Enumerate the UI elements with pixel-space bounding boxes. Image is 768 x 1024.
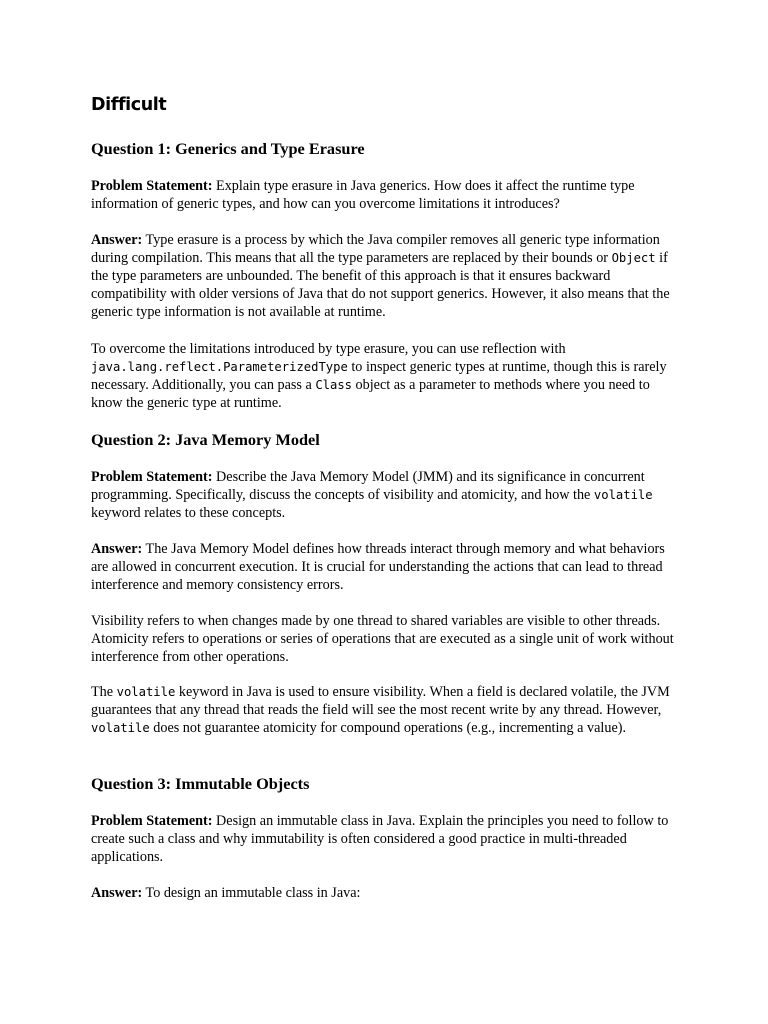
code-parameterized-type: java.lang.reflect.ParameterizedType [91,360,348,375]
paragraph-text: To overcome the limitations introduced by type erasure, you can use reflection with [91,341,566,357]
code-object: Object [611,251,656,266]
paragraph-text: keyword in Java is used to ensure visibility. When a field is declared volatile, the JVM guarantees that any thread that reads the field will see the most recent write by any thread. However, [91,684,670,719]
answer-text: if the type parameters are unbounded. The benefit of this approach is that it ensures backward compatibility with older versions of Java that do not support generics. However, it also means that the generic type information is not available at runtime. [91,250,670,321]
problem-statement-text: Design an immutable class in Java. Explain the principles you need to follow to create such a class and why immutability is often considered a good practice in multi-threaded applications. [91,813,669,866]
code-volatile: volatile [91,721,150,736]
question-2-answer [91,540,681,594]
answer-text: To design an immutable class in Java: [142,885,361,901]
question-2-answer-paragraph-2 [91,612,681,666]
question-3-problem-statement [91,812,681,866]
problem-statement-text: keyword relates to these concepts. [91,505,286,522]
paragraph-text: The [91,684,117,700]
question-1-title: Question 1: Generics and Type Erasure [91,139,365,158]
section-heading: Difficult [91,95,167,115]
question-3-answer [91,884,681,902]
answer-label: Answer: [91,232,143,248]
paragraph-text: Visibility refers to when changes made by one thread to shared variables are visible to other threads. Atomicity refers to operations or series of operations that are executed as a single unit of work without interference from other operations. [91,613,674,666]
question-1-answer-paragraph-2 [91,340,681,412]
code-class: Class [315,378,352,393]
answer-label: Answer: [91,885,143,901]
question-1-problem-statement [91,177,681,213]
problem-statement-label: Problem Statement: [91,469,213,485]
answer-label: Answer: [91,541,143,557]
problem-statement-label: Problem Statement: [91,178,213,194]
code-volatile: volatile [593,488,653,503]
question-3-title: Question 3: Immutable Objects [91,774,310,793]
question-2-answer-paragraph-3 [91,683,681,737]
paragraph-text: object as a parameter to methods where you need to know the generic type at runtime. [91,377,650,412]
question-1-answer [91,231,681,321]
problem-statement-text: Explain type erasure in Java generics. How does it affect the runtime type information of generic types, and how can you overcome limitations it introduces? [91,178,635,213]
question-2-title: Question 2: Java Memory Model [91,430,320,449]
problem-statement-text: Describe the Java Memory Model (JMM) and its significance in concurrent programming. Specifically, discuss the concepts of visibility and atomicity, and how the [91,469,645,504]
answer-text: The Java Memory Model defines how threads interact through memory and what behaviors are allowed in concurrent execution. It is crucial for understanding the actions that can lead to thread interference and memory consistency errors. [91,541,665,594]
code-volatile: volatile [116,685,176,699]
paragraph-text: to inspect generic types at runtime, though this is rarely necessary. Additionally, you can pass a [91,359,667,394]
problem-statement-label: Problem Statement: [91,813,213,829]
paragraph-text: does not guarantee atomicity for compound operations (e.g., incrementing a value). [149,720,627,737]
answer-text: Type erasure is a process by which the Java compiler removes all generic type information during compilation. This means that all the type parameters are replaced by their bounds or [91,232,660,267]
question-2-problem-statement [91,468,681,522]
